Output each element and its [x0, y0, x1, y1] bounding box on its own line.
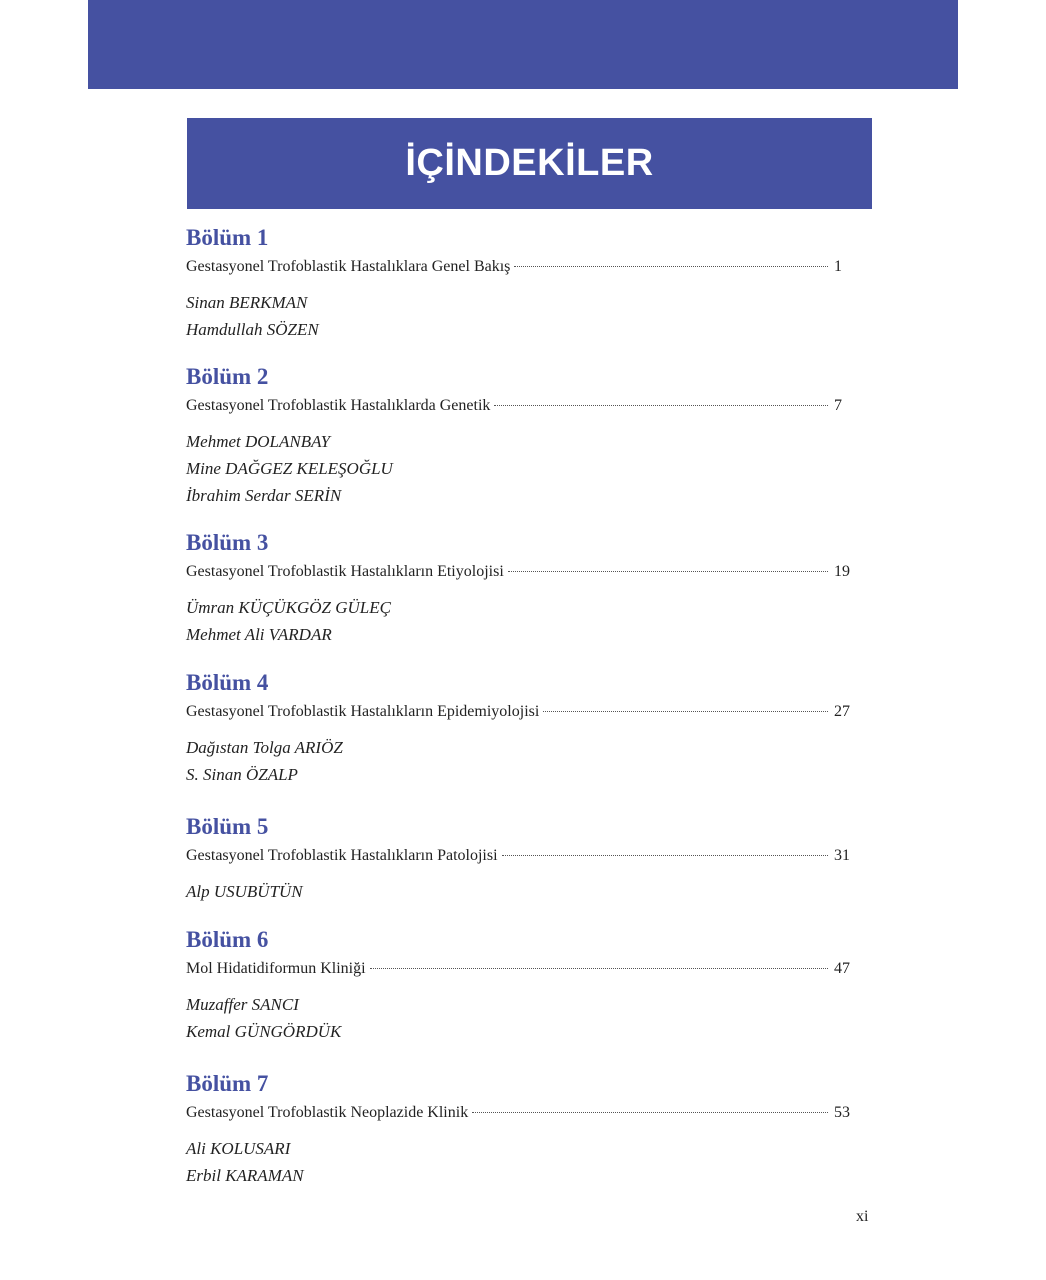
author-name: Ümran KÜÇÜKGÖZ GÜLEÇ [186, 598, 391, 617]
chapter-title: Gestasyonel Trofoblastik Hastalıkların Epidemiyolojisi [186, 703, 540, 720]
author-name: Kemal GÜNGÖRDÜK [186, 1022, 342, 1041]
dot-leader [514, 266, 828, 267]
page-title: İÇİNDEKİLER [405, 142, 654, 184]
page-number: 1 [834, 258, 842, 275]
author-name: Mine DAĞGEZ KELEŞOĞLU [186, 459, 393, 478]
author-name: Erbil KARAMAN [186, 1166, 304, 1185]
toc-entry[interactable] [186, 959, 858, 979]
chapter-2 [186, 364, 858, 509]
dot-leader [502, 855, 828, 856]
chapter-5 [186, 814, 858, 905]
chapter-title: Gestasyonel Trofoblastik Hastalıkların Etiyolojisi [186, 563, 504, 580]
toc-entry[interactable] [186, 562, 858, 582]
title-banner [187, 118, 872, 209]
author-list [186, 878, 858, 905]
page-number: 27 [834, 703, 850, 720]
toc-entry[interactable] [186, 1103, 858, 1123]
author-list [186, 428, 858, 509]
dot-leader [370, 968, 828, 969]
author-name: Alp USUBÜTÜN [186, 882, 303, 901]
page-number: 47 [834, 960, 850, 977]
author-list [186, 289, 858, 343]
chapter-heading: Bölüm 3 [186, 530, 269, 555]
dot-leader [494, 405, 828, 406]
toc-entry[interactable] [186, 846, 858, 866]
toc-entry[interactable] [186, 396, 858, 416]
chapter-heading: Bölüm 1 [186, 225, 269, 250]
chapter-6 [186, 927, 858, 1045]
page-number: 19 [834, 563, 850, 580]
chapter-title: Gestasyonel Trofoblastik Hastalıklarda Genetik [186, 397, 491, 414]
author-name: Sinan BERKMAN [186, 293, 308, 312]
chapter-1 [186, 225, 858, 343]
chapter-3 [186, 530, 858, 648]
author-list [186, 1135, 858, 1189]
author-list [186, 734, 858, 788]
chapter-title: Mol Hidatidiformun Kliniği [186, 960, 366, 977]
author-name: Mehmet DOLANBAY [186, 432, 331, 451]
chapter-7 [186, 1071, 858, 1189]
author-name: Mehmet Ali VARDAR [186, 625, 332, 644]
author-name: İbrahim Serdar SERİN [186, 486, 342, 505]
page-number: 31 [834, 847, 850, 864]
dot-leader [543, 711, 828, 712]
author-name: Dağıstan Tolga ARIÖZ [186, 738, 343, 757]
author-list [186, 594, 858, 648]
toc-entry[interactable] [186, 257, 858, 277]
chapter-title: Gestasyonel Trofoblastik Hastalıklara Genel Bakış [186, 258, 511, 275]
chapter-heading: Bölüm 7 [186, 1071, 269, 1096]
chapter-title: Gestasyonel Trofoblastik Neoplazide Klinik [186, 1104, 469, 1121]
footer-page-number: xi [856, 1208, 869, 1225]
page-number: 7 [834, 397, 842, 414]
author-name: Ali KOLUSARI [186, 1139, 291, 1158]
chapter-heading: Bölüm 4 [186, 670, 269, 695]
chapter-title: Gestasyonel Trofoblastik Hastalıkların Patolojisi [186, 847, 498, 864]
chapter-heading: Bölüm 5 [186, 814, 269, 839]
dot-leader [508, 571, 828, 572]
top-color-band [88, 0, 958, 89]
chapter-heading: Bölüm 2 [186, 364, 269, 389]
author-list [186, 991, 858, 1045]
chapter-heading: Bölüm 6 [186, 927, 269, 952]
dot-leader [472, 1112, 828, 1113]
author-name: Hamdullah SÖZEN [186, 320, 319, 339]
author-name: Muzaffer SANCI [186, 995, 299, 1014]
author-name: S. Sinan ÖZALP [186, 765, 298, 784]
toc-entry[interactable] [186, 702, 858, 722]
chapter-4 [186, 670, 858, 788]
page-number: 53 [834, 1104, 850, 1121]
